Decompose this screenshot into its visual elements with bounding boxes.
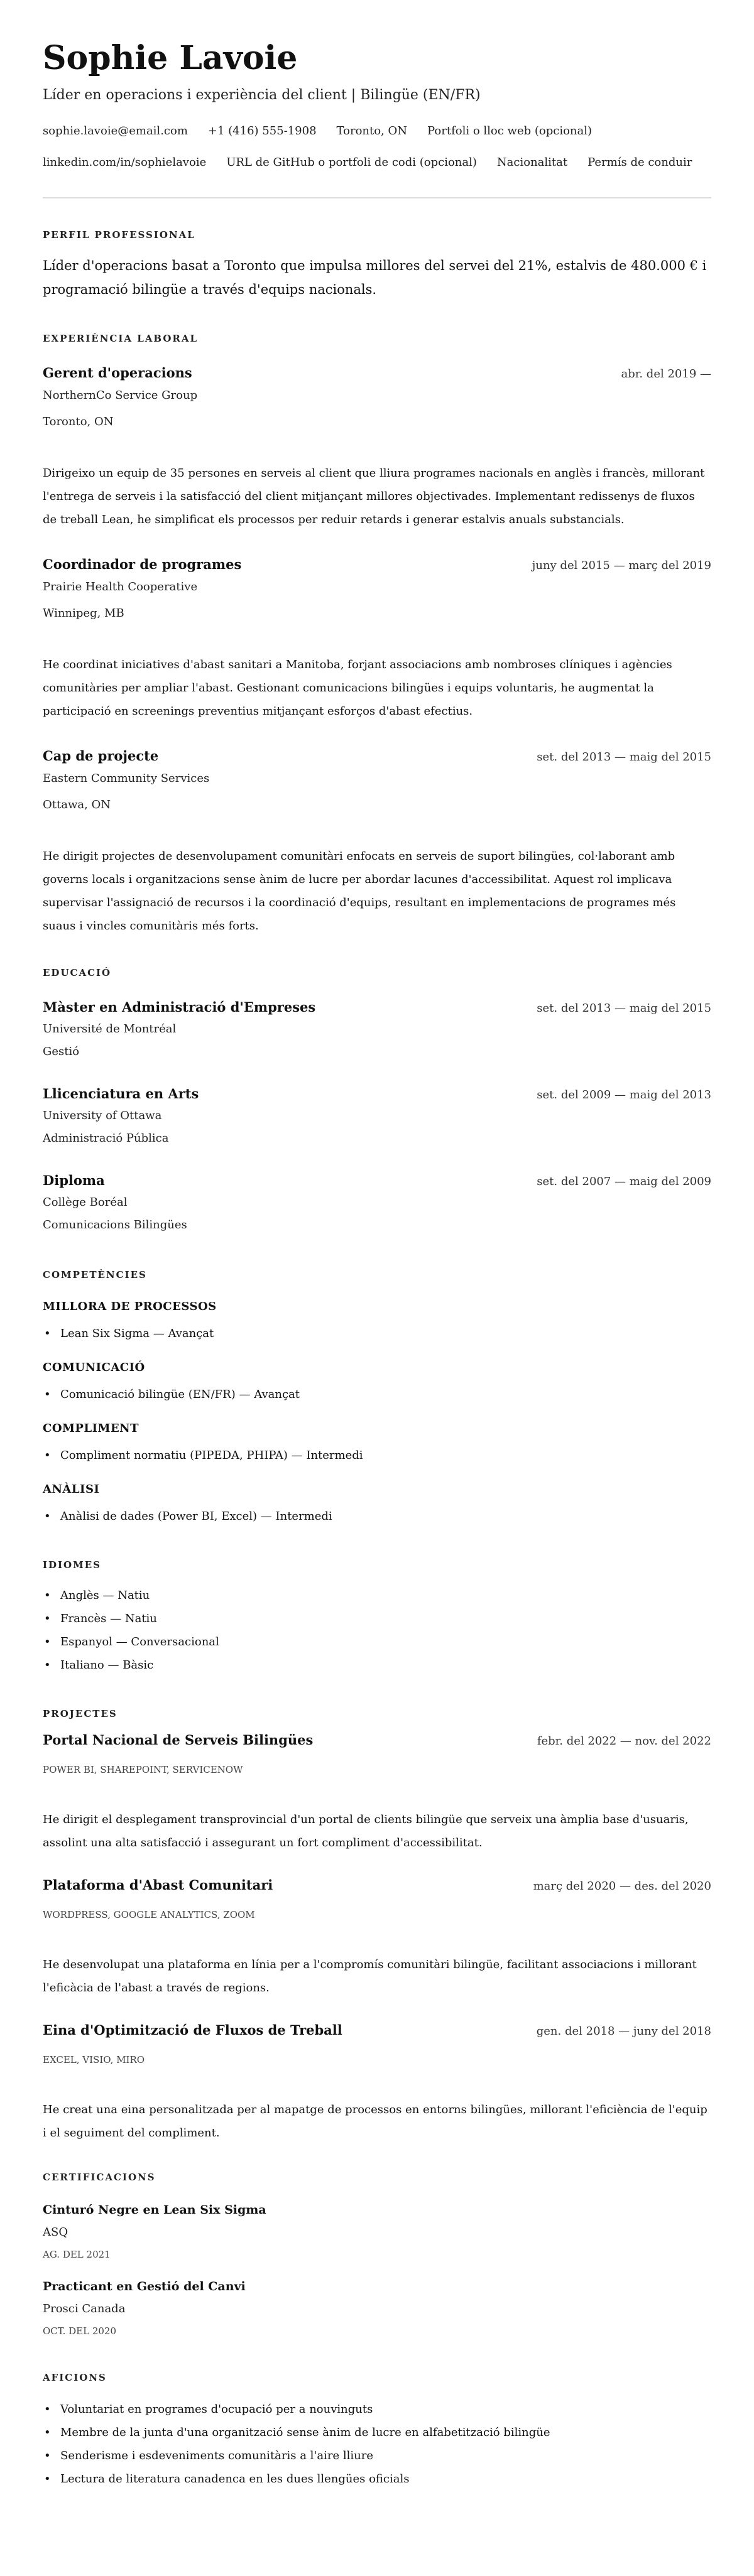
interest-item <box>43 2444 711 2467</box>
language-text: Anglès — Natiu <box>60 1589 150 1602</box>
summary-text: Líder d'operacions basat a Toronto que impulsa millores del servei del 21%, estalvis de 480.000 € i programació bilingüe a través d'equips nacionals. <box>43 258 707 297</box>
section-heading: IDIOMES <box>43 1559 101 1571</box>
bullet-icon: • <box>44 1510 51 1523</box>
language-text: Italiano — Bàsic <box>60 1659 154 1672</box>
degree: Màster en Administració d'Empreses <box>43 999 316 1015</box>
education-entry <box>43 1085 711 1147</box>
job-description: He dirigit projectes de desenvolupament comunitàri enfocats en serveis de suport bilingües, col·laborant amb governs locals i organitzacions sense ànim de lucre per abordar lacunes d'accessibilitat. Aquest rol implicava supervisar l'assignació de recursos i la coordinació d'equips, resultant en implementacions de programes més suaus i vincles comunitàris més forts. <box>43 850 676 933</box>
education-dates: set. del 2007 — maig del 2009 <box>537 1175 711 1188</box>
project-dates: febr. del 2022 — nov. del 2022 <box>537 1734 711 1748</box>
school: University of Ottawa <box>43 1109 162 1122</box>
certification-date: OCT. DEL 2020 <box>43 2325 116 2337</box>
resume-header <box>43 39 711 172</box>
job-company: Prairie Health Cooperative <box>43 580 198 593</box>
interest-text: Senderisme i esdeveniments comunitàris a l'aire lliure <box>60 2449 373 2462</box>
job-entry <box>43 747 711 938</box>
project-dates: gen. del 2018 — juny del 2018 <box>536 2025 711 2038</box>
contact-phone[interactable]: +1 (416) 555-1908 <box>207 124 317 138</box>
skill-item <box>43 1385 711 1404</box>
section-heading: PROJECTES <box>43 1708 117 1719</box>
language-text: Espanyol — Conversacional <box>60 1635 219 1648</box>
header-divider <box>43 197 711 198</box>
interest-text: Voluntariat en programes d'ocupació per a nouvinguts <box>60 2403 373 2416</box>
summary-section <box>43 229 711 301</box>
project-entry <box>43 1731 711 1854</box>
certification-name: Practicant en Gestió del Canvi <box>43 2280 246 2293</box>
skill-item <box>43 1324 711 1343</box>
field-of-study: Gestió <box>43 1045 80 1058</box>
degree: Diploma <box>43 1172 105 1188</box>
bullet-icon: • <box>44 1659 51 1672</box>
project-entry <box>43 1876 711 2000</box>
project-tech: EXCEL, VISIO, MIRO <box>43 2054 145 2065</box>
contact-github[interactable]: URL de GitHub o portfoli de codi (opcional) <box>226 156 477 169</box>
education-entry <box>43 1171 711 1234</box>
section-heading: CERTIFICACIONS <box>43 2172 156 2183</box>
skill-category: MILLORA DE PROCESSOS <box>43 1300 217 1313</box>
project-name: Eina d'Optimització de Fluxos de Treball <box>43 2022 342 2038</box>
section-heading: EDUCACIÓ <box>43 967 112 978</box>
bullet-icon: • <box>44 2449 51 2462</box>
project-description: He creat una eina personalitzada per al mapatge de processos en entorns bilingües, millorant l'eficiència de l'equip i el seguiment del compliment. <box>43 2103 708 2140</box>
interest-item <box>43 2421 711 2444</box>
job-description: Dirigeixo un equip de 35 persones en serveis al client que lliura programes nacionals en anglès i francès, millorant l'entrega de serveis i la satisfacció del client mitjançant millores objectivades. Implementant redissenys de fluxos de treball Lean, he simplificat els processos per reduir retards i generar estalvis anuals substancials. <box>43 467 705 526</box>
bullet-icon: • <box>44 2426 51 2439</box>
bullet-icon: • <box>44 2472 51 2486</box>
job-description: He coordinat iniciatives d'abast sanitari a Manitoba, forjant associacions amb nombroses clíniques i agències comunitàries per ampliar l'abast. Gestionant comunicacions bilingües i equips voluntaris, he augmentat la participació en screenings preventius mitjançant esforços d'abast efectius. <box>43 658 672 718</box>
job-title: Coordinador de programes <box>43 556 242 572</box>
project-description: He desenvolupat una plataforma en línia per a l'compromís comunitàri bilingüe, facilitant associacions i millorant l'eficàcia de l'abast a través de regions. <box>43 1958 697 1994</box>
job-company: Eastern Community Services <box>43 772 210 785</box>
certifications-section <box>43 2171 711 2338</box>
education-entry <box>43 998 711 1061</box>
job-location: Ottawa, ON <box>43 798 111 811</box>
job-dates: set. del 2013 — maig del 2015 <box>537 750 711 764</box>
certification-entry <box>43 2278 711 2338</box>
language-item <box>43 1653 711 1677</box>
skill-category: COMPLIMENT <box>43 1422 139 1435</box>
job-dates: juny del 2015 — març del 2019 <box>532 559 711 572</box>
job-title: Gerent d'operacions <box>43 365 192 381</box>
job-location: Toronto, ON <box>43 415 114 428</box>
bullet-icon: • <box>44 1635 51 1648</box>
contact-portfolio[interactable]: Portfoli o lloc web (opcional) <box>427 124 593 138</box>
language-item <box>43 1630 711 1653</box>
skill-text: Lean Six Sigma — Avançat <box>60 1327 214 1340</box>
bullet-icon: • <box>44 1327 51 1340</box>
education-dates: set. del 2009 — maig del 2013 <box>537 1088 711 1101</box>
skill-item <box>43 1446 711 1465</box>
interest-text: Membre de la junta d'una organització sense ànim de lucre en alfabetització bilingüe <box>60 2426 550 2439</box>
interests-section <box>43 2371 711 2491</box>
job-location: Winnipeg, MB <box>43 607 124 620</box>
projects-section <box>43 1707 711 2145</box>
bullet-icon: • <box>44 1589 51 1602</box>
job-entry <box>43 555 711 723</box>
skill-text: Anàlisi de dades (Power BI, Excel) — Intermedi <box>60 1510 332 1523</box>
section-heading: COMPETÈNCIES <box>43 1269 147 1280</box>
project-entry <box>43 2021 711 2145</box>
job-entry <box>43 364 711 531</box>
bullet-icon: • <box>44 1388 51 1401</box>
skill-text: Comunicació bilingüe (EN/FR) — Avançat <box>60 1388 300 1401</box>
contact-driving-license: Permís de conduir <box>587 156 692 169</box>
candidate-name: Sophie Lavoie <box>43 39 298 77</box>
field-of-study: Administració Pública <box>43 1132 169 1145</box>
contact-location: Toronto, ON <box>336 124 408 138</box>
degree: Llicenciatura en Arts <box>43 1086 199 1101</box>
education-dates: set. del 2013 — maig del 2015 <box>537 1002 711 1015</box>
interest-item <box>43 2398 711 2421</box>
bullet-icon: • <box>44 1612 51 1625</box>
bullet-icon: • <box>44 1449 51 1462</box>
experience-section <box>43 332 711 938</box>
project-tech: POWER BI, SHAREPOINT, SERVICENOW <box>43 1764 243 1775</box>
skill-text: Compliment normatiu (PIPEDA, PHIPA) — Intermedi <box>60 1449 363 1462</box>
skills-section <box>43 1269 711 1526</box>
field-of-study: Comunicacions Bilingües <box>43 1218 187 1231</box>
contact-list <box>43 122 711 172</box>
project-name: Plataforma d'Abast Comunitari <box>43 1877 273 1893</box>
certification-date: AG. DEL 2021 <box>43 2249 111 2260</box>
job-company: NorthernCo Service Group <box>43 389 198 402</box>
school: Université de Montréal <box>43 1022 177 1036</box>
skill-item <box>43 1507 711 1526</box>
interest-text: Lectura de literatura canadenca en les dues llengües oficials <box>60 2472 410 2486</box>
contact-email[interactable]: sophie.lavoie@email.com <box>43 124 188 138</box>
certification-issuer: Prosci Canada <box>43 2302 126 2315</box>
certification-name: Cinturó Negre en Lean Six Sigma <box>43 2203 266 2217</box>
certification-issuer: ASQ <box>43 2226 68 2239</box>
languages-section <box>43 1559 711 1677</box>
job-dates: abr. del 2019 — <box>621 367 711 381</box>
project-name: Portal Nacional de Serveis Bilingües <box>43 1732 314 1748</box>
section-heading: PERFIL PROFESSIONAL <box>43 229 195 241</box>
contact-linkedin[interactable]: linkedin.com/in/sophielavoie <box>43 156 207 169</box>
project-tech: WORDPRESS, GOOGLE ANALYTICS, ZOOM <box>43 1909 255 1920</box>
job-title: Cap de projecte <box>43 748 159 764</box>
skill-category: COMUNICACIÓ <box>43 1361 145 1374</box>
certification-entry <box>43 2201 711 2261</box>
skill-category: ANÀLISI <box>43 1483 100 1496</box>
language-item <box>43 1584 711 1607</box>
language-item <box>43 1607 711 1630</box>
project-description: He dirigit el desplegament transprovincial d'un portal de clients bilingüe que serveix una àmplia base d'usuaris, assolint una alta satisfacció i assegurant un fort compliment d'accessibilitat. <box>43 1813 689 1849</box>
headline: Líder en operacions i experiència del client | Bilingüe (EN/FR) <box>43 87 481 103</box>
school: Collège Boréal <box>43 1196 128 1209</box>
education-section <box>43 966 711 1234</box>
bullet-icon: • <box>44 2403 51 2416</box>
contact-nationality: Nacionalitat <box>496 156 568 169</box>
section-heading: AFICIONS <box>43 2372 107 2383</box>
interest-item <box>43 2467 711 2491</box>
section-heading: EXPERIÈNCIA LABORAL <box>43 333 199 344</box>
project-dates: març del 2020 — des. del 2020 <box>533 1880 711 1893</box>
language-text: Francès — Natiu <box>60 1612 157 1625</box>
